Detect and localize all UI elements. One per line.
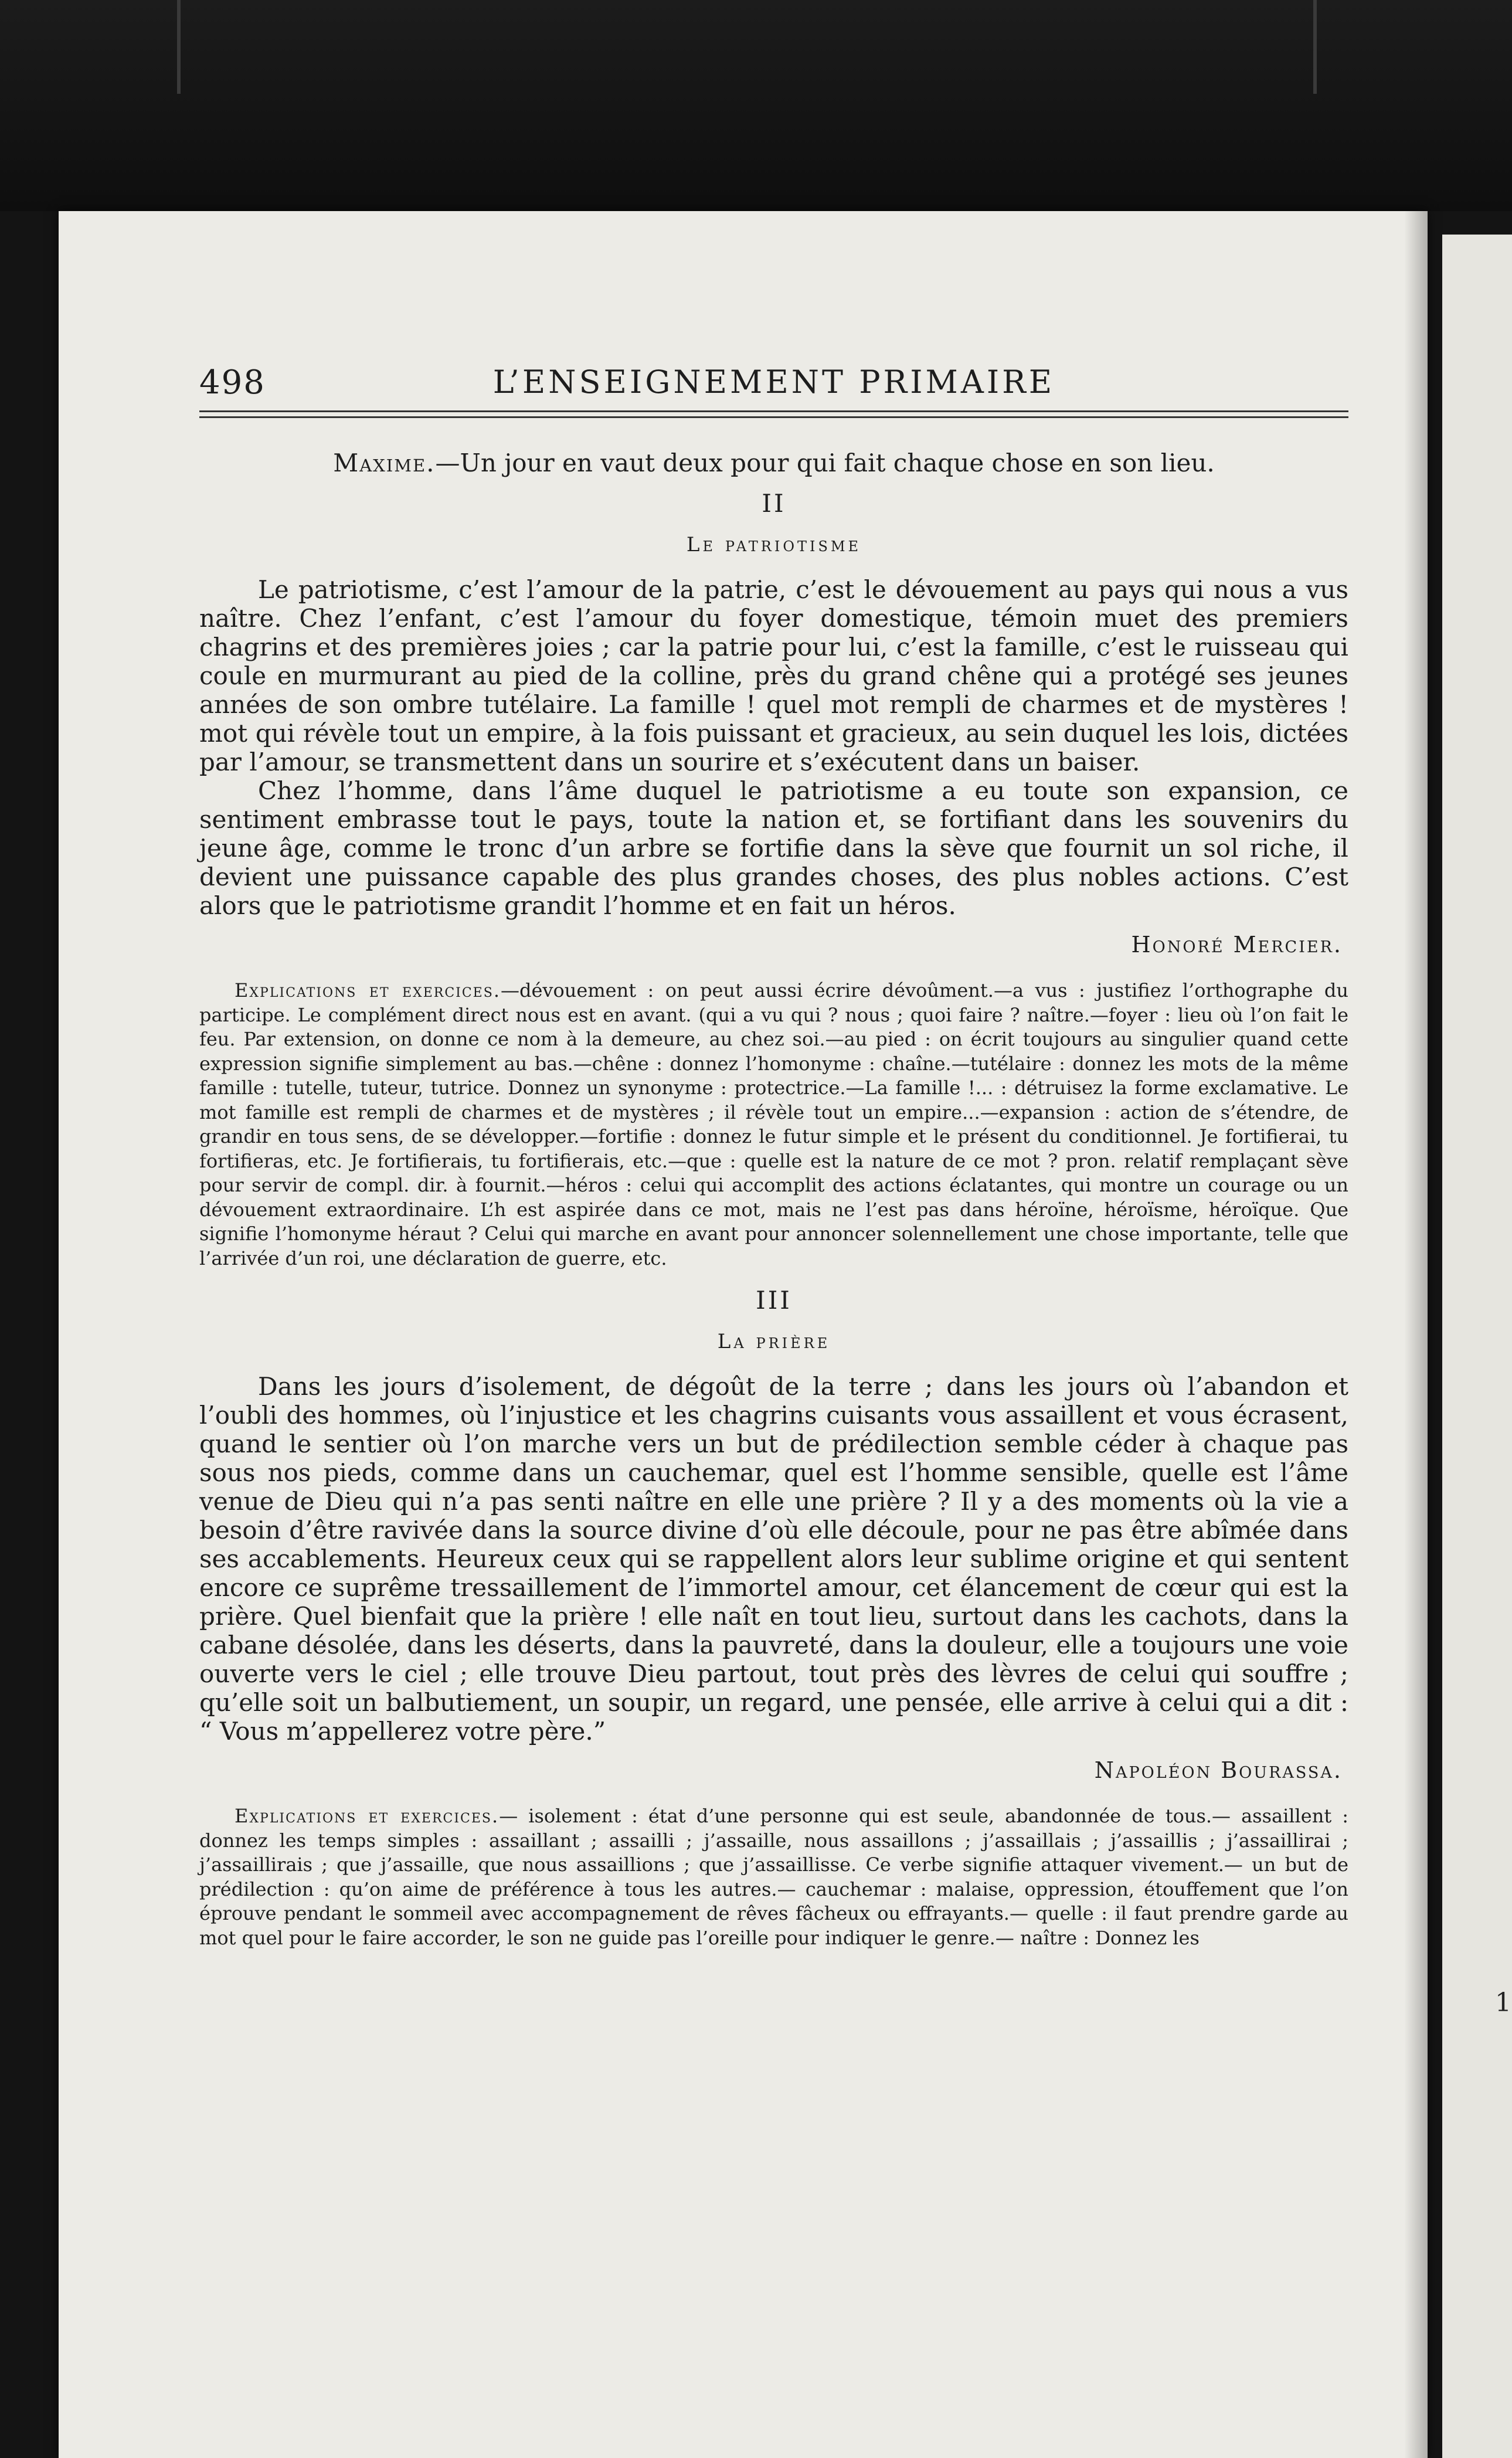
paragraph: Dans les jours d’isolement, de dégoût de la terre ; dans les jours où l’abandon et l’oubli des hommes, où l’injustice et les chagrins cuisants vous assaillent et vous écrasent, quand le sentier où l’on marche vers un but de prédilection semble céder à chaque pas sous nos pieds, comme dans un cauchemar, quel est l’homme sensible, quelle est l’âme venue de Dieu qui n’a pas senti naître en elle une prière ? Il y a des moments où la vie a besoin d’être ravivée dans la source divine d’où elle découle, pour ne pas être abîmée dans ses accablements. Heureux ceux qui se rappellent alors leur sublime origine et qui sentent encore ce suprême tressaillement de l’immortel amour, cet élancement de cœur qui est la prière. Quel bienfait que la prière ! elle naît en tout lieu, surtout dans les cachots, dans la cabane désolée, dans les déserts, dans la pauvreté, dans la douleur, elle a toujours une voie ouverte vers le ciel ; elle trouve Dieu partout, tout près des lèvres de celui qui souffre ; qu’elle soit un balbutiement, un soupir, un regard, une pensée, elle arrive à celui qui a dit : “ Vous m’appellerez votre père.”: [199, 1372, 1348, 1746]
running-title: L’ENSEIGNEMENT PRIMAIRE: [492, 364, 1055, 400]
notes-label: Explications et exercices.: [235, 979, 501, 1001]
page-content: [199, 340, 1348, 1950]
binding-mark: [177, 0, 181, 94]
maxim-text: —Un jour en vaut deux pour qui fait chaque chose en son lieu.: [435, 449, 1215, 477]
author-signature: Napoléon Bourassa.: [1094, 1757, 1343, 1783]
paragraph: Chez l’homme, dans l’âme duquel le patriotisme a eu toute son expansion, ce sentiment embrasse tout le pays, toute la nation et, se fortifiant dans les souvenirs du jeune âge, comme le tronc d’un arbre se fortifie dans la sève que fournit un sol riche, il devient une puissance capable des plus grandes choses, des plus nobles actions. C’est alors que le patriotisme grandit l’homme et en fait un héros.: [199, 776, 1348, 920]
scan-background: [0, 0, 1512, 211]
section-numeral: II: [762, 489, 786, 518]
book-page: [59, 211, 1428, 2458]
explanations-exercises: [199, 979, 1348, 1271]
notes-text: —dévouement : on peut aussi écrire dévoûment.—a vus : justifiez l’orthographe du participe. Le complément direct nous est en avant. (qui a vu qui ? nous ; quoi faire ? naître.—foyer : lieu où l’on fait le feu. Par extension, on donne ce nom à la demeure, au chez soi.—au pied : on écrit toujours au singulier quand cette expression signifie simplement au bas.—chêne : donnez l’homonyme : chaîne.—tutélaire : donnez les mots de la même famille : tutelle, tuteur, tutrice. Donnez un synonyme : protectrice.—La famille !... : détruisez la forme exclamative. Le mot famille est rempli de charmes et de mystères ; il révèle tout un empire...—expansion : action de s’étendre, de grandir en tous sens, de se développer.—fortifie : donnez le futur simple et le présent du conditionnel. Je fortifierai, tu fortifieras, etc. Je fortifierais, tu fortifierais, etc.—que : quelle est la nature de ce mot ? pron. relatif remplaçant sève pour servir de compl. dir. à fournit.—héros : celui qui accomplit des actions éclatantes, qui montre un courage ou un dévouement extraordinaire. L’h est aspirée dans ce mot, mais ne l’est pas dans héroïne, héroïsme, héroïque. Que signifie l’homonyme héraut ? Celui qui marche en avant pour annoncer solennellement une chose importante, telle que l’arrivée d’un roi, une déclaration de guerre, etc.: [199, 979, 1349, 1269]
section-title: La prière: [717, 1330, 831, 1353]
adjacent-page-edge: [1442, 235, 1512, 2458]
paragraph: Le patriotisme, c’est l’amour de la patrie, c’est le dévouement au pays qui nous a vus naître. Chez l’enfant, c’est l’amour du foyer domestique, témoin muet des premiers chagrins et des premières joies ; car la patrie pour lui, c’est la famille, c’est le ruisseau qui coule en murmurant au pied de la colline, près du grand chêne qui a protégé ses jeunes années de son ombre tutélaire. La famille ! quel mot rempli de charmes et de mystères ! mot qui révèle tout un empire, à la fois puissant et gracieux, au sein duquel les lois, dictées par l’amour, se transmettent dans un sourire et s’exécutent dans un baiser.: [199, 575, 1348, 776]
notes-text: — isolement : état d’une personne qui est seule, abandonnée de tous.— assaillent : donnez les temps simples : assaillant ; assailli ; j’assaille, nous assaillons ; j’assaillais ; j’assaillis ; j’assaillirai ; j’assaillirais ; que j’assaille, que nous assaillions ; que j’assaillisse. Ce verbe signifie attaquer vivement.— un but de prédilection : qu’on aime de préférence à tous les autres.— cauchemar : malaise, oppression, étouffement que l’on éprouve pendant le sommeil avec accompagnement de rêves fâcheux ou effrayants.— quelle : il faut prendre garde au mot quel pour le faire accorder, le son ne guide pas l’oreille pour indiquer le genre.— naître : Donnez les: [199, 1805, 1349, 1949]
notes-label: Explications et exercices.: [235, 1805, 500, 1827]
section-title: Le patriotisme: [686, 533, 862, 556]
header-rule: [199, 410, 1348, 412]
header-rule: [199, 416, 1348, 418]
adjacent-page-mark: 1: [1495, 1988, 1511, 2018]
page-number: 498: [199, 364, 266, 402]
page-header: [199, 340, 1348, 402]
explanations-exercises: [199, 1804, 1348, 1950]
maxim: [199, 449, 1348, 477]
author-signature: Honoré Mercier.: [1131, 932, 1343, 958]
binding-mark: [1313, 0, 1317, 94]
section-numeral: III: [756, 1286, 792, 1315]
maxim-label: Maxime.: [333, 449, 436, 477]
